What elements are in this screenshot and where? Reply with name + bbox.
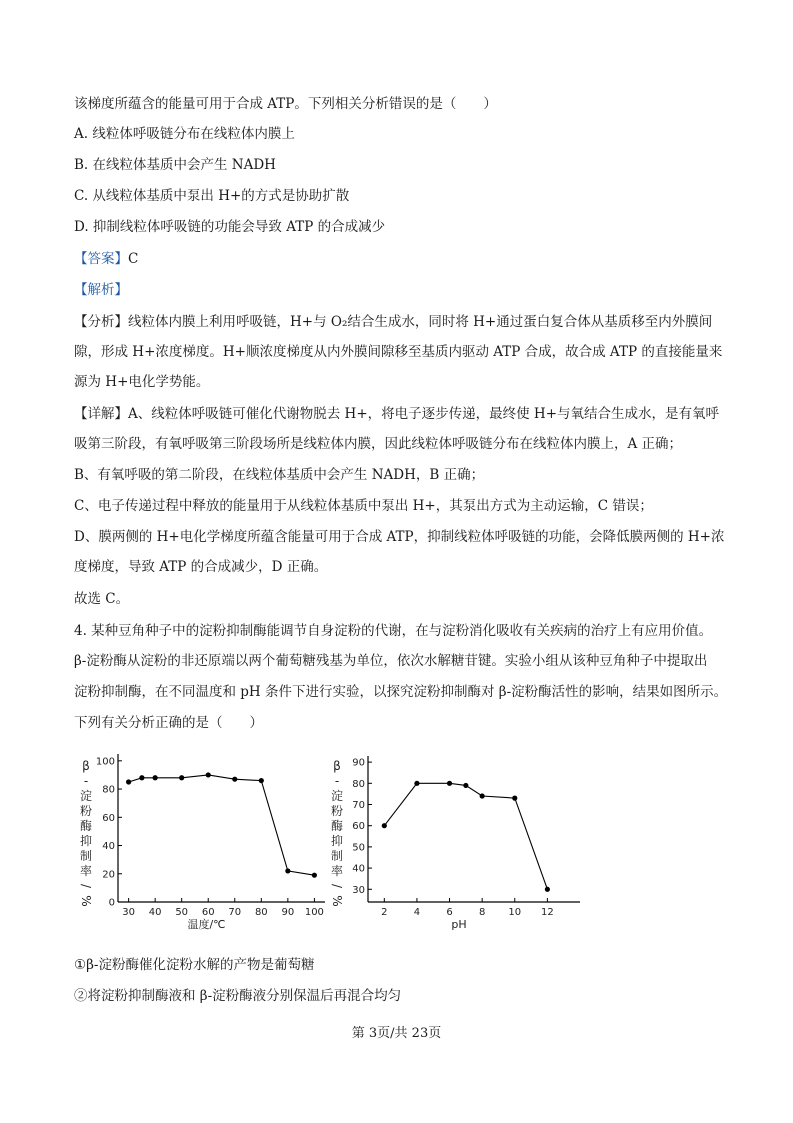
x-tick-label: 30 [122, 907, 135, 918]
data-point [447, 781, 452, 786]
y-tick-label: 100 [95, 756, 115, 768]
y-axis-label-char: 抑 [79, 834, 93, 848]
y-axis-label-char: β [333, 759, 341, 773]
temperature-inhibition-chart [70, 748, 340, 940]
question-4-line-3: 淀粉抑制酶，在不同温度和 pH 条件下进行实验，以探究淀粉抑制酶对 β-淀粉酶活性的影响，结果如图所示。 [74, 684, 728, 700]
x-tick-label: 90 [281, 907, 295, 918]
ph-inhibition-chart [325, 748, 595, 940]
data-point [312, 873, 317, 878]
series-line [129, 775, 315, 875]
fenxi-tag: 【分析】 [74, 314, 128, 330]
xiangjie-text-1: A、线粒体呼吸链可催化代谢物脱去 H+，将电子逐步传递，最终使 H+与氧结合生成水，是有氧呼 [128, 406, 719, 422]
y-axis-label-char: 率 [79, 864, 93, 878]
y-tick-label: 50 [352, 842, 365, 854]
y-axis-label-char: β [82, 759, 90, 773]
x-tick-label: 40 [148, 907, 162, 918]
series-line [384, 783, 547, 889]
fenxi-text-1: 线粒体内膜上利用呼吸链，H+与 O₂结合生成水，同时将 H+通过蛋白复合体从基质移至内外膜间 [128, 314, 713, 330]
fenxi-line-1 [74, 312, 712, 332]
y-axis-label-char: % [79, 895, 93, 907]
y-tick-label: 30 [352, 884, 365, 896]
data-point [259, 778, 264, 783]
y-tick-label: 70 [352, 800, 365, 812]
xiangjie-line-1 [74, 404, 719, 424]
y-axis-label-char: 淀 [79, 789, 93, 803]
data-point [480, 793, 485, 798]
data-point [179, 775, 184, 780]
y-axis-label-char: 淀 [330, 789, 344, 803]
y-axis-label-char: / [79, 883, 93, 889]
x-axis-label: 温度/℃ [187, 918, 226, 931]
xiangjie-line-2: 吸第三阶段，有氧呼吸第三阶段场所是线粒体内膜，因此线粒体呼吸链分布在线粒体内膜上，A 正确； [74, 436, 683, 452]
y-tick-label: 0 [108, 897, 115, 909]
y-axis-label [79, 759, 93, 907]
page-footer: 第 3页/共 23页 [351, 1026, 442, 1041]
y-tick-label: 20 [102, 869, 115, 881]
data-point [463, 783, 468, 788]
x-tick-label: 6 [446, 907, 453, 918]
fenxi-line-2: 隙，形成 H+浓度梯度。H+顺浓度梯度从内外膜间隙移至基质内驱动 ATP 合成，故合成 ATP 的直接能量来 [74, 344, 723, 360]
data-point [153, 775, 158, 780]
y-axis-label-char: 酶 [79, 819, 93, 833]
x-tick-label: 4 [413, 907, 421, 918]
y-axis-label-char: 粉 [79, 804, 93, 818]
y-axis-label-char: - [83, 774, 89, 788]
question-4-line-4: 下列有关分析正确的是（ ） [74, 715, 263, 731]
answer-tag: 【答案】 [74, 251, 128, 267]
data-point [512, 796, 517, 801]
y-tick-label: 80 [352, 778, 365, 790]
option-d: D. 抑制线粒体呼吸链的功能会导致 ATP 的合成减少 [74, 219, 386, 235]
data-point [139, 775, 144, 780]
y-axis-label-char: % [330, 895, 344, 907]
y-axis-label-char: / [330, 883, 344, 889]
statement-1: ①β-淀粉酶催化淀粉水解的产物是葡萄糖 [74, 957, 315, 973]
analysis-heading [74, 280, 128, 300]
data-point [285, 868, 290, 873]
x-tick-label: 8 [478, 907, 486, 918]
x-tick-label: 100 [304, 907, 324, 918]
y-axis-label-char: 率 [330, 864, 344, 878]
option-a: A. 线粒体呼吸链分布在线粒体内膜上 [74, 126, 295, 142]
answer-value: C [128, 251, 139, 267]
y-axis-label-char: 抑 [330, 834, 344, 848]
analysis-tag: 【解析】 [74, 282, 128, 298]
y-tick-label: 90 [352, 757, 365, 769]
x-tick-label: 60 [201, 907, 215, 918]
y-tick-label: 60 [102, 812, 115, 824]
y-tick-label: 80 [102, 784, 115, 796]
x-axis-label: pH [451, 918, 467, 931]
data-point [382, 823, 387, 828]
xiangjie-tag: 【详解】 [74, 406, 128, 422]
data-point [206, 772, 211, 777]
option-b: B. 在线粒体基质中会产生 NADH [74, 157, 276, 173]
xiangjie-line-5: D、膜两侧的 H+电化学梯度所蕴含能量可用于合成 ATP，抑制线粒体呼吸链的功能，会降低膜两侧的 H+浓 [74, 529, 725, 545]
y-tick-label: 40 [352, 863, 365, 875]
y-tick-label: 40 [102, 841, 115, 853]
data-point [232, 777, 237, 782]
x-tick-label: 12 [541, 907, 554, 918]
xiangjie-line-6: 度梯度，导致 ATP 的合成减少，D 正确。 [74, 559, 328, 575]
y-tick-label: 60 [352, 821, 365, 833]
question-4-line-2: β-淀粉酶从淀粉的非还原端以两个葡萄糖残基为单位，依次水解糖苷键。实验小组从该种豆角种子中提取出 [74, 653, 708, 669]
conclusion-line: 故选 C。 [74, 591, 130, 607]
data-point [126, 779, 131, 784]
statement-2: ②将淀粉抑制酶液和 β-淀粉酶液分别保温后再混合均匀 [74, 988, 402, 1004]
y-axis-label-char: 制 [79, 849, 93, 863]
y-axis-label-char: 粉 [330, 804, 344, 818]
option-c: C. 从线粒体基质中泵出 H+的方式是协助扩散 [74, 188, 350, 204]
answer-line [74, 249, 138, 269]
y-axis-label [330, 759, 344, 907]
x-tick-label: 80 [254, 907, 268, 918]
fenxi-line-3: 源为 H+电化学势能。 [74, 374, 210, 390]
x-tick-label: 70 [228, 907, 242, 918]
x-tick-label: 50 [175, 907, 189, 918]
data-point [545, 887, 550, 892]
y-axis-label-char: 酶 [330, 819, 344, 833]
xiangjie-line-3: B、有氧呼吸的第二阶段，在线粒体基质中会产生 NADH，B 正确； [74, 467, 485, 483]
question-4-line-1: 4. 某种豆角种子中的淀粉抑制酶能调节自身淀粉的代谢，在与淀粉消化吸收有关疾病的治疗上有应用价值。 [74, 623, 713, 639]
data-point [414, 781, 419, 786]
y-axis-label-char: - [334, 774, 340, 788]
xiangjie-line-4: C、电子传递过程中释放的能量用于从线粒体基质中泵出 H+，其泵出方式为主动运输，C 错误； [74, 498, 653, 514]
x-tick-label: 2 [381, 907, 388, 918]
y-axis-label-char: 制 [330, 849, 344, 863]
question-stem-continued: 该梯度所蕴含的能量可用于合成 ATP。下列相关分析错误的是（ ） [74, 96, 497, 112]
x-tick-label: 10 [508, 907, 522, 918]
